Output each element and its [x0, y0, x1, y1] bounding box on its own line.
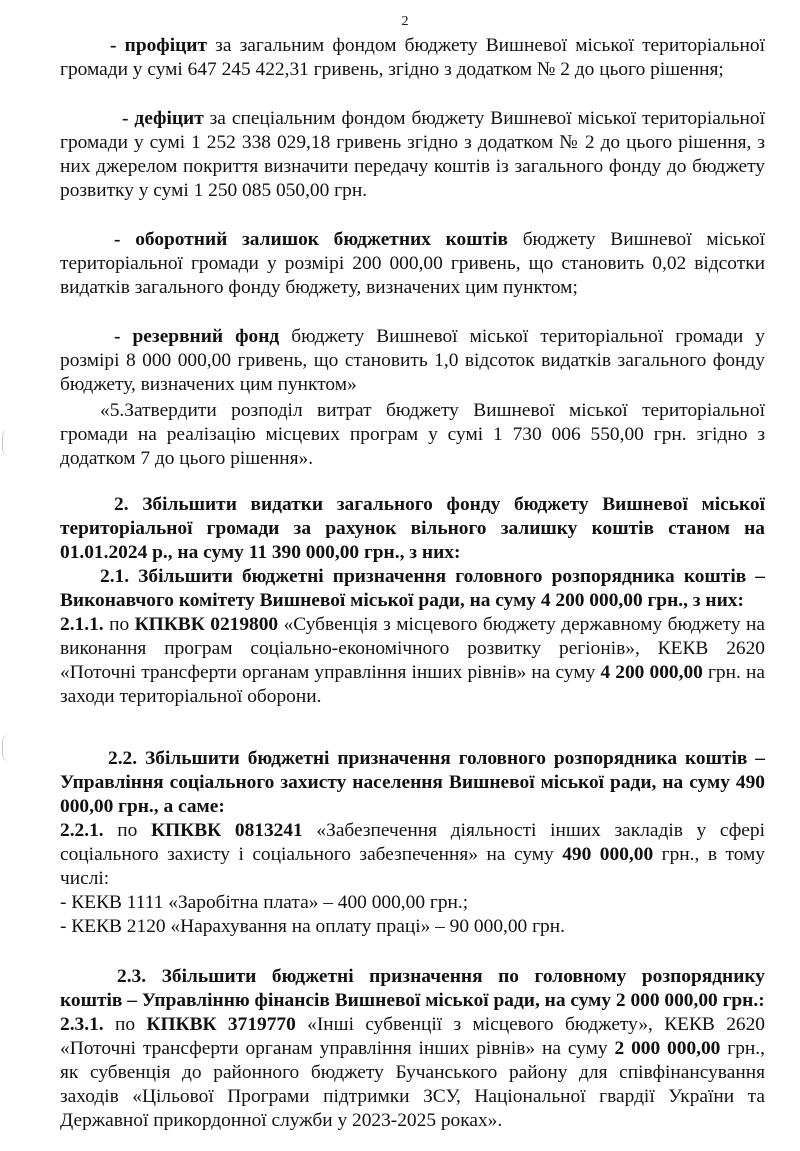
page-number: 2 [401, 14, 409, 29]
paragraph-deficit: - дефіцит за спеціальним фондом бюджету Вишневої міської територіальної громади у сумі 1 252 338 029,18 гривень згідно з додатком № 2 до цього рішення, з них джерелом покриття визначити передачу коштів із загального фонду до бюджету розвитку у сумі 1 250 085 050,00 грн. [60, 108, 765, 201]
kekv-2120-line: - КЕКВ 2120 «Нарахування на оплату праці» – 90 000,00 грн. [60, 916, 565, 937]
kekv-1111-line: - КЕКВ 1111 «Заробітна плата» – 400 000,00 грн.; [60, 892, 469, 913]
scan-edge-mark [2, 430, 9, 456]
section-2-3-heading: 2.3. Збільшити бюджетні призначення по головному розпоряднику коштів – Управлінню фінансів Вишневої міської ради, на суму 2 000 000,00 грн.: [60, 966, 765, 1011]
section-2-1-heading: 2.1. Збільшити бюджетні призначення головного розпорядника коштів – Виконавчого комітету Вишневої міської ради, на суму 4 200 000,00 грн., з них: [60, 566, 765, 611]
item-2-1-1: 2.1.1. по КПКВК 0219800 «Субвенція з місцевого бюджету державному бюджету на виконання програм соціально-економічного розвитку регіонів», КЕКВ 2620 «Поточні трансферти органам управління інших рівнів» на суму 4 200 000,00 грн. на заходи територіальної оборони. [60, 614, 765, 707]
section-2-2-heading: 2.2. Збільшити бюджетні призначення головного розпорядника коштів – Управління соціального захисту населення Вишневої міської ради, на суму 490 000,00 грн., а саме: [60, 748, 765, 817]
section-2-heading: 2. Збільшити видатки загального фонду бюджету Вишневої міської територіальної громади за рахунок вільного залишку коштів станом на 01.01.2024 р., на суму 11 390 000,00 грн., з них: [60, 494, 765, 563]
paragraph-item-5: «5.Затвердити розподіл витрат бюджету Вишневої міської територіальної громади на реалізацію місцевих програм у сумі 1 730 006 550,00 грн. згідно з додатком 7 до цього рішення». [60, 400, 765, 469]
scan-edge-mark [2, 735, 9, 761]
item-2-2-1: 2.2.1. по КПКВК 0813241 «Забезпечення діяльності інших закладів у сфері соціального захисту і соціального забезпечення» на суму 490 000,00 грн., в тому числі: [60, 820, 765, 889]
document-body [60, 34, 765, 1133]
paragraph-surplus: - профіцит за загальним фондом бюджету Вишневої міської територіальної громади у сумі 647 245 422,31 гривень, згідно з додатком № 2 до цього рішення; [60, 35, 765, 80]
item-2-3-1: 2.3.1. по КПКВК 3719770 «Інші субвенції з місцевого бюджету», КЕКВ 2620 «Поточні трансферти органам управління інших рівнів» на суму 2 000 000,00 грн., як субвенція до районного бюджету Бучанського району для співфінансування заходів «Цільової Програми підтримки ЗСУ, Національної гвардії України та Державної прикордонної служби у 2023-2025 роках». [60, 1014, 765, 1131]
paragraph-working-balance: - оборотний залишок бюджетних коштів бюджету Вишневої міської територіальної громади у розмірі 200 000,00 гривень, що становить 0,02 відсотки видатків загального фонду бюджету, визначених цим пунктом; [60, 229, 765, 298]
paragraph-reserve-fund: - резервний фонд бюджету Вишневої міської територіальної громади у розмірі 8 000 000,00 гривень, що становить 1,0 відсоток видатків загального фонду бюджету, визначених цим пунктом» [60, 326, 765, 395]
